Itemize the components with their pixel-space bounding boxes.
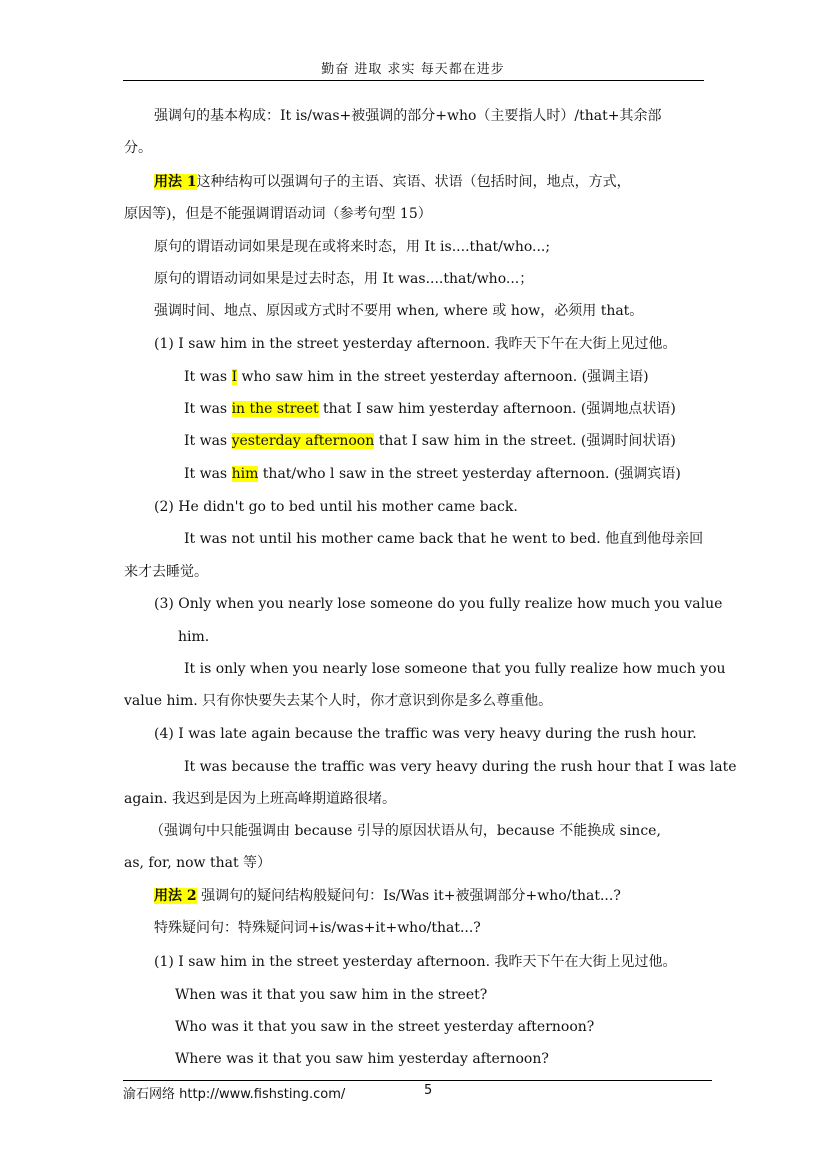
special-question-rule: 特殊疑问句：特殊疑问词+is/was+it+who/that...? [154, 920, 481, 936]
sentence-prefix: It was [184, 433, 232, 449]
emphasized-part: I [231, 369, 238, 385]
example-1-emphasis-subject [184, 367, 649, 387]
example-1-emphasis-time [184, 431, 676, 451]
question-who: Who was it that you saw in the street yesterday afternoon? [175, 1019, 595, 1035]
example-2: (2) He didn't go to bed until his mother came back. [154, 499, 518, 515]
intro-line-1: 强调句的基本构成：It is/was+被强调的部分+who（主要指人时）/that+其余部 [154, 108, 662, 124]
example-4: (4) I was late again because the traffic was very heavy during the rush hour. [154, 726, 697, 742]
header-divider [123, 80, 704, 81]
sentence-rest: that I saw him in the street. (强调时间状语) [374, 433, 676, 449]
sentence-rest: that/who l saw in the street yesterday afternoon. (强调宾语) [258, 466, 681, 482]
sentence-prefix: It was [184, 401, 232, 417]
example-3-line-1: (3) Only when you nearly lose someone do you fully realize how much you value [154, 596, 723, 612]
usage-2-label: 用法 2 [154, 888, 197, 904]
intro-line-2: 分。 [124, 140, 152, 156]
page-number: 5 [424, 1083, 433, 1098]
page-header-motto: 勤奋 进取 求实 每天都在进步 [321, 62, 505, 77]
question-example-1: (1) I saw him in the street yesterday afternoon. 我昨天下午在大街上见过他。 [154, 954, 677, 970]
example-3-answer-line-2: value him. 只有你快要失去某个人时，你才意识到你是多么尊重他。 [124, 693, 553, 709]
example-2-answer-line-1: It was not until his mother came back that he went to bed. 他直到他母亲回 [184, 531, 704, 547]
usage-2-line [154, 886, 621, 906]
footer-divider [123, 1080, 712, 1081]
question-when: When was it that you saw him in the street? [175, 987, 488, 1003]
example-4-answer-line-2: again. 我迟到是因为上班高峰期道路很堵。 [124, 791, 397, 807]
rule-when-where-how: 强调时间、地点、原因或方式时不要用 when, where 或 how，必须用 that。 [154, 303, 644, 319]
emphasized-part: yesterday afternoon [231, 433, 375, 449]
example-3-answer-line-1: It is only when you nearly lose someone that you fully realize how much you [184, 661, 726, 677]
note-line-1: （强调句中只能强调由 because 引导的原因状语从句，because 不能换成 since, [150, 823, 661, 839]
example-4-answer-line-1: It was because the traffic was very heavy during the rush hour that I was late [184, 759, 737, 775]
emphasized-part: in the street [231, 401, 319, 417]
sentence-prefix: It was [184, 369, 232, 385]
usage-1-line [154, 172, 631, 192]
footer-source: 渝石网络 http://www.fishsting.com/ [123, 1087, 346, 1102]
usage-1-continuation: 原因等)，但是不能强调谓语动词（参考句型 15） [124, 206, 432, 222]
example-2-answer-line-2: 来才去睡觉。 [124, 564, 208, 580]
emphasized-part: him [231, 466, 259, 482]
rule-past-tense: 原句的谓语动词如果是过去时态，用 It was....that/who...； [154, 271, 534, 287]
example-1: (1) I saw him in the street yesterday afternoon. 我昨天下午在大街上见过他。 [154, 336, 677, 352]
sentence-rest: who saw him in the street yesterday afternoon. (强调主语) [237, 369, 649, 385]
example-1-emphasis-object [184, 464, 681, 484]
example-1-emphasis-place [184, 399, 676, 419]
usage-1-label: 用法 1 [154, 174, 197, 190]
example-3-line-2: him. [178, 629, 210, 645]
sentence-rest: that I saw him yesterday afternoon. (强调地点状语) [318, 401, 676, 417]
sentence-prefix: It was [184, 466, 232, 482]
usage-1-text: 这种结构可以强调句子的主语、宾语、状语（包括时间，地点，方式， [196, 174, 631, 190]
usage-2-text: 强调句的疑问结构般疑问句：Is/Was it+被强调部分+who/that...? [196, 888, 621, 904]
question-where: Where was it that you saw him yesterday afternoon? [175, 1051, 549, 1067]
note-line-2: as, for, now that 等） [124, 855, 272, 871]
rule-present-tense: 原句的谓语动词如果是现在或将来时态，用 It is....that/who...; [154, 239, 551, 255]
